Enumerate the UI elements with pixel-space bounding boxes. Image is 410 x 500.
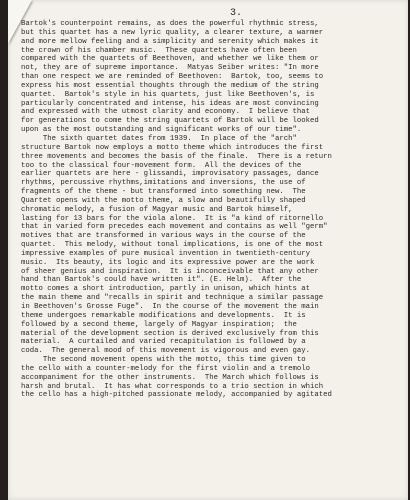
text-line: coda. The general mood of this movement is vigorous and even gay. (21, 347, 311, 356)
text-line: quartet. Bartok's style in his quartets, just like Beethoven's, is (21, 90, 315, 99)
text-line: the cello has a high-pitched passionate melody, accompanied by agitated (21, 391, 332, 400)
text-line: The second movement opens with the motto, this time given to (21, 356, 306, 365)
text-line: rhythms, percussive rhythms,imitations and inversions, the use of (21, 179, 306, 188)
text-line: earlier quartets are here - glissandi, improvisatory passages, dance (21, 170, 319, 179)
text-line: the main theme and "recalls in spirit and technique a similar passage (21, 294, 324, 303)
text-line: hand than Bartok's could have written it". (E. Helm). After the (21, 276, 302, 285)
text-line: harsh and brutal. It has what corresponds to a trio section in which (21, 382, 324, 391)
text-line: of sheer genius and inspiration. It is inconceivable that any other (21, 267, 319, 276)
text-line: and more mellow feeling and a simplicity and serenity which makes it (21, 37, 319, 46)
text-line: impressive examples of pure musical invention in twentieth-century (21, 249, 311, 258)
text-line: express his most essential thoughts through the medium of the string (21, 81, 319, 90)
text-line: the cello with a counter-melody for the first violin and a tremolo (21, 364, 311, 373)
text-line: motives that are transformed in various ways in the course of the (21, 232, 306, 241)
text-line: theme undergoes remarkable modifications and developments. It is (21, 311, 306, 320)
text-line: music. Its beauty, its logic and its expressive power are the work (21, 258, 315, 267)
text-line: lasting for 13 bars for the viola alone. It is "a kind of ritornello (21, 214, 324, 223)
text-line: structure Bartok now employs a motto theme which introduces the first (21, 143, 324, 152)
text-line: material of the development section is derived exclusively from this (21, 329, 319, 338)
text-line: Quartet opens with the motto theme, a slow and beautifully shaped (21, 196, 306, 205)
page-number: 3. (230, 8, 243, 19)
text-line: material. A curtailed and varied recapitulation is followed by a (21, 338, 306, 347)
text-line: the crown of his chamber music. These quartets have often been (21, 46, 297, 55)
text-line: not, they are of supreme importance. Matyas Seiber writes: "In more (21, 64, 319, 73)
text-line: for generations to come the string quartets of Bartok will be looked (21, 117, 319, 126)
typewritten-page (8, 0, 408, 500)
text-line: compared with the quartets of Beethoven, and whether we like them or (21, 55, 319, 64)
text-line: fragments of the theme - but transformed into something new. The (21, 188, 306, 197)
text-line: than one respect we are reminded of Beethoven: Bartok, too, seems to (21, 73, 324, 82)
text-line: quartet. This melody, without tonal implications, is one of the most (21, 241, 324, 250)
text-line: particularly concentrated and intense, his ideas are most convincing (21, 99, 319, 108)
text-line: accompaniment for the other instruments. The March which follows is (21, 373, 319, 382)
text-line: upon as the most outstanding and significant works of our time". (21, 126, 302, 135)
text-line: followed by a second theme, largely of Magyar inspiration; the (21, 320, 297, 329)
text-line: The sixth quartet dates from 1939. In place of the "arch" (21, 134, 297, 143)
text-line: three movements and becomes the basis of the finale. There is a return (21, 152, 332, 161)
text-line: motto comes a short introduction, partly in unison, which hints at (21, 285, 311, 294)
text-line: but this quartet has a new lyric quality, a clearer texture, a warmer (21, 28, 324, 37)
body-text (21, 20, 409, 400)
text-line: that in varied form precedes each movement and contains as well "germ" (21, 223, 328, 232)
text-line: in Beethoven's Grosse Fuge". In the course of the movement the main (21, 303, 319, 311)
text-line: Bartok's counterpoint remains, as does the powerful rhythmic stress, (21, 20, 319, 28)
text-line: chromatic melody, a fusion of Magyar music and Bartok himself, (21, 205, 293, 214)
text-line: too to the classical four-movement form. All the devices of the (21, 161, 302, 170)
text-line: and expressed with the utmost clarity and economy. I believe that (21, 108, 311, 117)
